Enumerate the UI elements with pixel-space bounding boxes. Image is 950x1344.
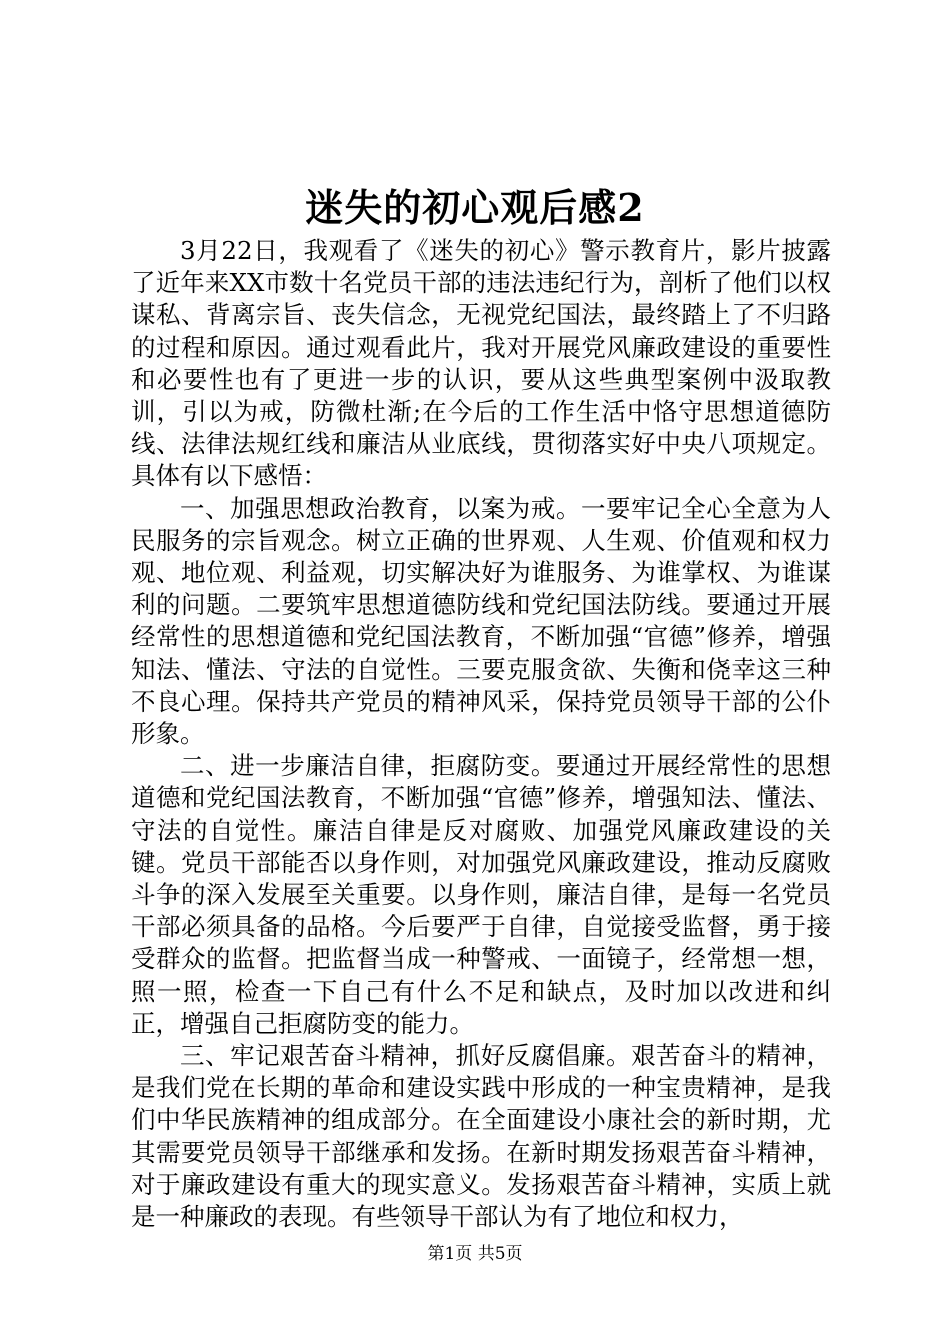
document-title: 迷失的初心观后感2	[305, 185, 645, 230]
document-body	[131, 235, 831, 1233]
page-number-footer: 第1页 共5页	[427, 1244, 523, 1264]
paragraph-point-two: 二、进一步廉洁自律，拒腐防变。要通过开展经常性的思想道德和党纪国法教育，不断加强“官德”修养，增强知法、懂法、守法的自觉性。廉洁自律是反对腐败、加强党风廉政建设的关键。党员干部能否以身作则，对加强党风廉政建设，推动反腐败斗争的深入发展至关重要。以身作则，廉洁自律，是每一名党员干部必须具备的品格。今后要严于自律，自觉接受监督，勇于接受群众的监督。把监督当成一种警戒、一面镜子，经常想一想，照一照，检查一下自己有什么不足和缺点，及时加以改进和纠正，增强自己拒腐防变的能力。	[131, 751, 831, 1038]
paragraph-intro: 3月22日，我观看了《迷失的初心》警示教育片，影片披露了近年来XX市数十名党员干部的违法违纪行为，剖析了他们以权谋私、背离宗旨、丧失信念，无视党纪国法，最终踏上了不归路的过程和原因。通过观看此片，我对开展党风廉政建设的重要性和必要性也有了更进一步的认识，要从这些典型案例中汲取教训，引以为戒，防微杜渐;在今后的工作生活中恪守思想道德防线、法律法规红线和廉洁从业底线，贯彻落实好中央八项规定。具体有以下感悟：	[131, 236, 831, 491]
paragraph-point-three: 三、牢记艰苦奋斗精神，抓好反腐倡廉。艰苦奋斗的精神，是我们党在长期的革命和建设实践中形成的一种宝贵精神，是我们中华民族精神的组成部分。在全面建设小康社会的新时期，尤其需要党员领导干部继承和发扬。在新时期发扬艰苦奋斗精神，对于廉政建设有重大的现实意义。发扬艰苦奋斗精神，实质上就是一种廉政的表现。有些领导干部认为有了地位和权力，	[131, 1041, 831, 1232]
paragraph-point-one: 一、加强思想政治教育，以案为戒。一要牢记全心全意为人民服务的宗旨观念。树立正确的世界观、人生观、价值观和权力观、地位观、利益观，切实解决好为谁服务、为谁掌权、为谁谋利的问题。二要筑牢思想道德防线和党纪国法防线。要通过开展经常性的思想道德和党纪国法教育，不断加强“官德”修养，增强知法、懂法、守法的自觉性。三要克服贪欲、失衡和侥幸这三种不良心理。保持共产党员的精神风采，保持党员领导干部的公仆形象。	[131, 493, 831, 749]
